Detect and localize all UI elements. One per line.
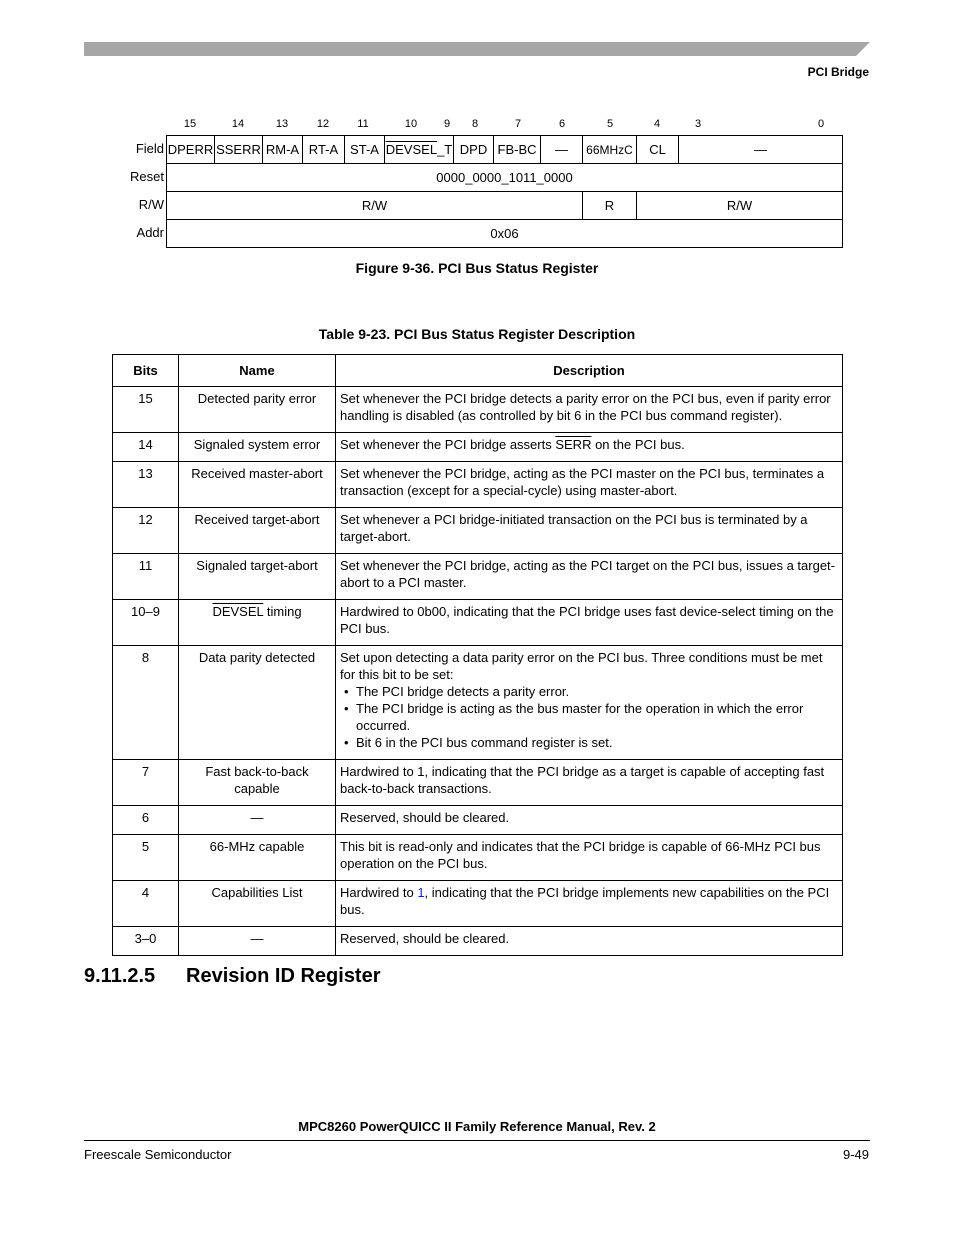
field-rm-a: RM-A — [263, 136, 303, 164]
description-cell: Reserved, should be cleared. — [336, 806, 843, 835]
footer-company: Freescale Semiconductor — [84, 1147, 232, 1162]
list-item: • The PCI bridge detects a parity error. — [356, 683, 838, 700]
bit-number: 13 — [275, 118, 289, 130]
description-cell: Reserved, should be cleared. — [336, 927, 843, 956]
reset-value: 0000_0000_1011_0000 — [167, 164, 843, 192]
list-item: • Bit 6 in the PCI bus command register is set. — [356, 734, 838, 751]
section-number: 9.11.2.5 — [84, 965, 156, 987]
description-text: Set whenever the PCI bridge asserts — [340, 437, 556, 452]
field-sserr: SSERR — [215, 136, 263, 164]
bit-number: 5 — [606, 118, 614, 130]
bit-numbers — [0, 118, 954, 134]
name-cell: Received target-abort — [179, 508, 336, 554]
row-label-field: Field — [135, 141, 164, 156]
bit-number: 11 — [357, 118, 369, 130]
description-cell: Hardwired to 1, indicating that the PCI bridge as a target is capable of accepting fast back-to-back transactions. — [336, 760, 843, 806]
field-st-a: ST-A — [345, 136, 385, 164]
row-label-rw: R/W — [138, 197, 164, 212]
figure-caption: Figure 9-36. PCI Bus Status Register — [355, 260, 599, 276]
name-cell: Signaled target-abort — [179, 554, 336, 600]
table-row — [113, 835, 843, 881]
table-row — [113, 387, 843, 433]
name-cell: Received master-abort — [179, 462, 336, 508]
field-rt-a: RT-A — [303, 136, 345, 164]
name-cell: 66-MHz capable — [179, 835, 336, 881]
bit-number: 8 — [471, 118, 479, 130]
name-text: timing — [263, 604, 302, 619]
name-cell: — — [179, 806, 336, 835]
description-cell: Hardwired to 0b00, indicating that the PCI bridge uses fast device-select timing on the PCI bus. — [336, 600, 843, 646]
section-title: Revision ID Register — [186, 965, 381, 987]
description-text: Hardwired to — [340, 885, 418, 900]
cross-reference-link[interactable]: 1 — [417, 885, 425, 900]
description-table — [112, 354, 843, 956]
bit-number: 3 — [694, 118, 702, 130]
bits-cell: 7 — [113, 760, 179, 806]
footer-divider — [84, 1140, 870, 1141]
name-cell: Capabilities List — [179, 881, 336, 927]
bits-cell: 13 — [113, 462, 179, 508]
description-cell: This bit is read-only and indicates that the PCI bridge is capable of 66-MHz PCI bus operation on the PCI bus. — [336, 835, 843, 881]
devsel-suffix: _T — [437, 142, 453, 157]
footer-manual-title: MPC8260 PowerQUICC II Family Reference Manual, Rev. 2 — [298, 1119, 656, 1134]
table-row — [113, 462, 843, 508]
row-label-reset: Reset — [130, 169, 164, 184]
name-cell: Signaled system error — [179, 433, 336, 462]
bits-cell: 6 — [113, 806, 179, 835]
bits-cell: 5 — [113, 835, 179, 881]
list-item: • The PCI bridge is acting as the bus master for the operation in which the error occurred. — [356, 700, 838, 734]
rw-read-write: R/W — [167, 192, 583, 220]
field-66mhzc: 66MHzC — [583, 136, 637, 164]
table-row — [113, 554, 843, 600]
bits-cell: 15 — [113, 387, 179, 433]
description-text: on the PCI bus. — [591, 437, 685, 452]
bit-number: 6 — [558, 118, 566, 130]
table-row — [113, 646, 843, 760]
description-cell: Set whenever the PCI bridge, acting as the PCI master on the PCI bus, terminates a transaction (except for a special-cycle) using master-abort. — [336, 462, 843, 508]
table-caption: Table 9-23. PCI Bus Status Register Description — [318, 326, 636, 342]
description-cell — [336, 646, 843, 760]
section-label: PCI Bridge — [807, 65, 869, 79]
bits-cell: 3–0 — [113, 927, 179, 956]
bit-number: 14 — [231, 118, 245, 130]
rw-read-write-low: R/W — [637, 192, 843, 220]
description-cell: Set whenever the PCI bridge detects a parity error on the PCI bus, even if parity error handling is disabled (as controlled by bit 6 in the PCI bus command register). — [336, 387, 843, 433]
bits-cell: 11 — [113, 554, 179, 600]
devsel-signal: DEVSEL — [212, 604, 264, 619]
bits-cell: 14 — [113, 433, 179, 462]
field-dpd: DPD — [454, 136, 494, 164]
register-diagram — [166, 135, 843, 248]
page-number: 9-49 — [842, 1147, 869, 1162]
bits-cell: 4 — [113, 881, 179, 927]
table-row — [113, 508, 843, 554]
description-cell: Set whenever a PCI bridge-initiated transaction on the PCI bus is terminated by a target-abort. — [336, 508, 843, 554]
bits-cell: 10–9 — [113, 600, 179, 646]
table-row — [113, 760, 843, 806]
column-header-name: Name — [179, 355, 336, 387]
address-value: 0x06 — [167, 220, 843, 248]
table-row — [113, 600, 843, 646]
name-cell: Fast back-to-back capable — [179, 760, 336, 806]
description-cell — [336, 881, 843, 927]
description-cell — [336, 433, 843, 462]
name-cell: — — [179, 927, 336, 956]
header-bar — [84, 42, 870, 56]
table-row — [113, 881, 843, 927]
column-header-bits: Bits — [113, 355, 179, 387]
table-row — [113, 806, 843, 835]
register-row-labels — [100, 135, 164, 247]
bit-number: 4 — [653, 118, 661, 130]
field-devsel-t — [385, 136, 454, 164]
bits-cell: 8 — [113, 646, 179, 760]
name-cell: Detected parity error — [179, 387, 336, 433]
field-fb-bc: FB-BC — [494, 136, 541, 164]
row-label-addr: Addr — [136, 225, 164, 240]
rw-read-only: R — [583, 192, 637, 220]
bit-number: 12 — [316, 118, 330, 130]
field-reserved-6: — — [541, 136, 583, 164]
field-dperr: DPERR — [167, 136, 215, 164]
name-cell — [179, 600, 336, 646]
bit-number: 0 — [817, 118, 825, 130]
field-cl: CL — [637, 136, 679, 164]
devsel-signal: DEVSEL — [385, 142, 438, 157]
condition-list — [340, 683, 838, 751]
bit-number: 9 — [443, 118, 451, 130]
bits-cell: 12 — [113, 508, 179, 554]
description-cell: Set whenever the PCI bridge, acting as the PCI target on the PCI bus, issues a target-abort to a PCI master. — [336, 554, 843, 600]
bit-number: 10 — [404, 118, 418, 130]
bit-number: 15 — [183, 118, 197, 130]
table-row — [113, 927, 843, 956]
serr-signal: SERR — [555, 437, 592, 452]
bit-number: 7 — [514, 118, 522, 130]
section-heading — [84, 965, 381, 988]
description-text: , indicating that the PCI bridge implements new capabilities on the PCI bus. — [340, 885, 830, 917]
field-reserved-3-0: — — [679, 136, 843, 164]
table-row — [113, 433, 843, 462]
name-cell: Data parity detected — [179, 646, 336, 760]
description-text: Set upon detecting a data parity error on the PCI bus. Three conditions must be met for this bit to be set: — [340, 650, 823, 682]
column-header-description: Description — [336, 355, 843, 387]
